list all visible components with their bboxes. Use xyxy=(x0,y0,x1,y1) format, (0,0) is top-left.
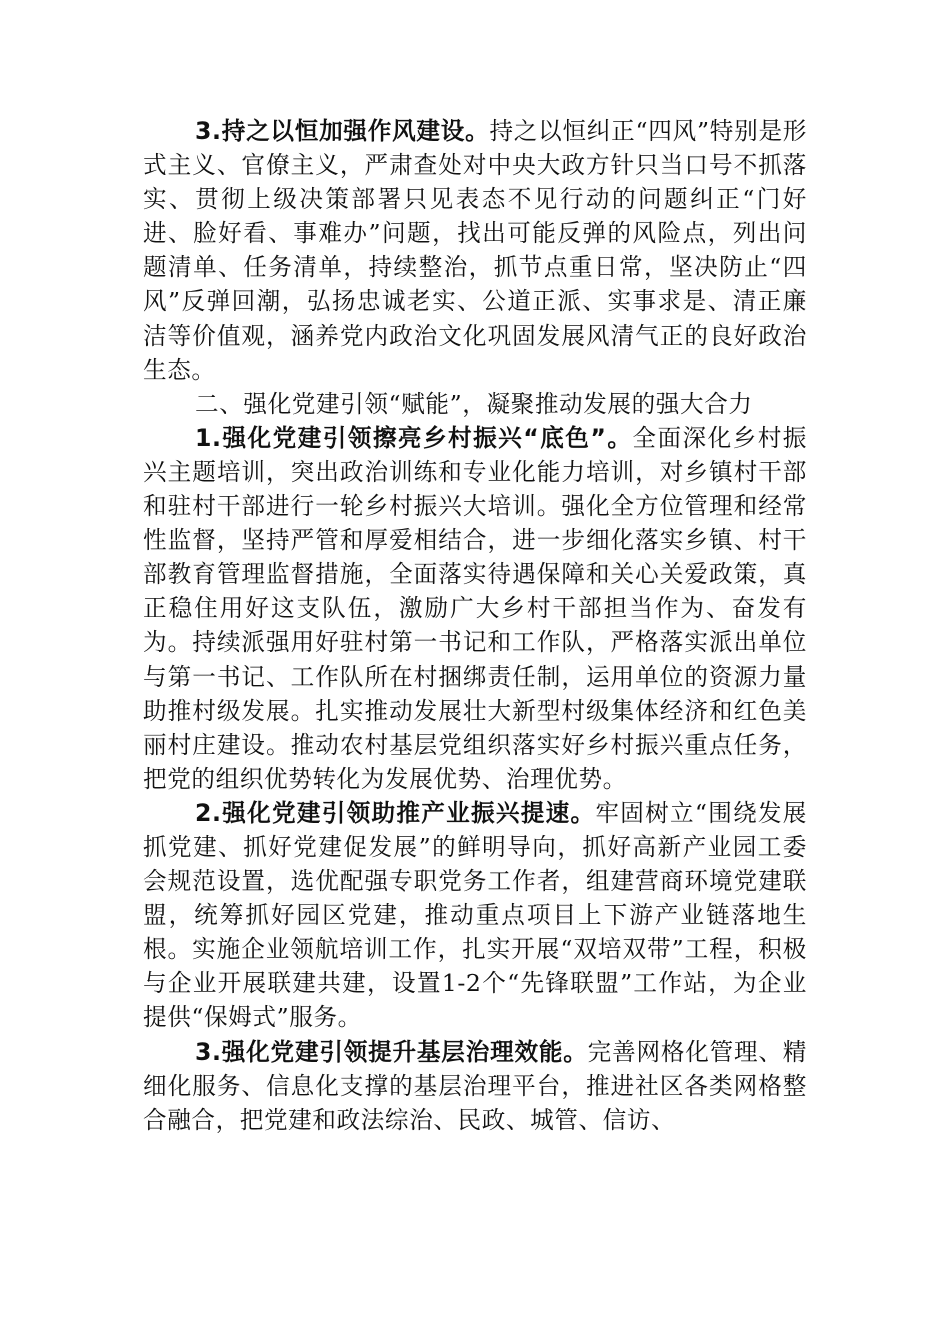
paragraph-body: 牢固树立“围绕发展抓党建、抓好党建促发展”的鲜明导向，抓好高新产业园工委会规范设置，选优配强专职党务工作者，组建营商环境党建联盟，统筹抓好园区党建，推动重点项目上下游产业链落地生根。实施企业领航培训工作，扎实开展“双培双带”工程，积极与企业开展联建共建，设置1-2个“先锋联盟”工作站，为企业提供“保姆式”服务。 xyxy=(143,798,808,1032)
paragraph-lead: 3.持之以恒加强作风建设。 xyxy=(195,117,490,145)
paragraph-body: 持之以恒纠正“四风”特别是形式主义、官僚主义，严肃查处对中央大政方针只当口号不抓落实、贯彻上级决策部署只见表态不见行动的问题纠正“门好进、脸好看、事难办”问题，找出可能反弹的风险点，列出问题清单、任务清单，持续整治，抓节点重日常，坚决防止“四风”反弹回潮，弘扬忠诚老实、公道正派、实事求是、清正廉洁等价值观，涵养党内政治文化巩固发展风清气正的良好政治生态。 xyxy=(143,117,807,384)
paragraph-body: 完善网格化管理、精细化服务、信息化支撑的基层治理平台，推进社区各类网格整合融合，把党建和政法综治、民政、城管、信访、 xyxy=(143,1037,808,1134)
section-heading: 二、强化党建引领“赋能”，凝聚推动发展的强大合力 xyxy=(195,389,753,418)
paragraph-rural-revitalization xyxy=(143,421,807,796)
paragraph-lead: 2.强化党建引领助推产业振兴提速。 xyxy=(195,798,596,827)
paragraph-grassroots-governance xyxy=(143,1035,807,1137)
paragraph-lead: 1.强化党建引领擦亮乡村振兴“底色”。 xyxy=(195,423,633,452)
paragraph-work-style xyxy=(143,114,807,387)
paragraph-body: 全面深化乡村振兴主题培训，突出政治训练和专业化能力培训，对乡镇村干部和驻村干部进行一轮乡村振兴大培训。强化全方位管理和经常性监督，坚持严管和厚爱相结合，进一步细化落实乡镇、村干部教育管理监督措施，全面落实待遇保障和关心关爱政策，真正稳住用好这支队伍，激励广大乡村干部担当作为、奋发有为。持续派强用好驻村第一书记和工作队，严格落实派出单位与第一书记、工作队所在村捆绑责任制，运用单位的资源力量助推村级发展。扎实推动发展壮大新型村级集体经济和红色美丽村庄建设。推动农村基层党组织落实好乡村振兴重点任务，把党的组织优势转化为发展优势、治理优势。 xyxy=(143,423,807,793)
paragraph-industry-revitalization xyxy=(143,796,807,1035)
paragraph-lead: 3.强化党建引领提升基层治理效能。 xyxy=(195,1037,588,1066)
document-page xyxy=(143,114,807,1137)
